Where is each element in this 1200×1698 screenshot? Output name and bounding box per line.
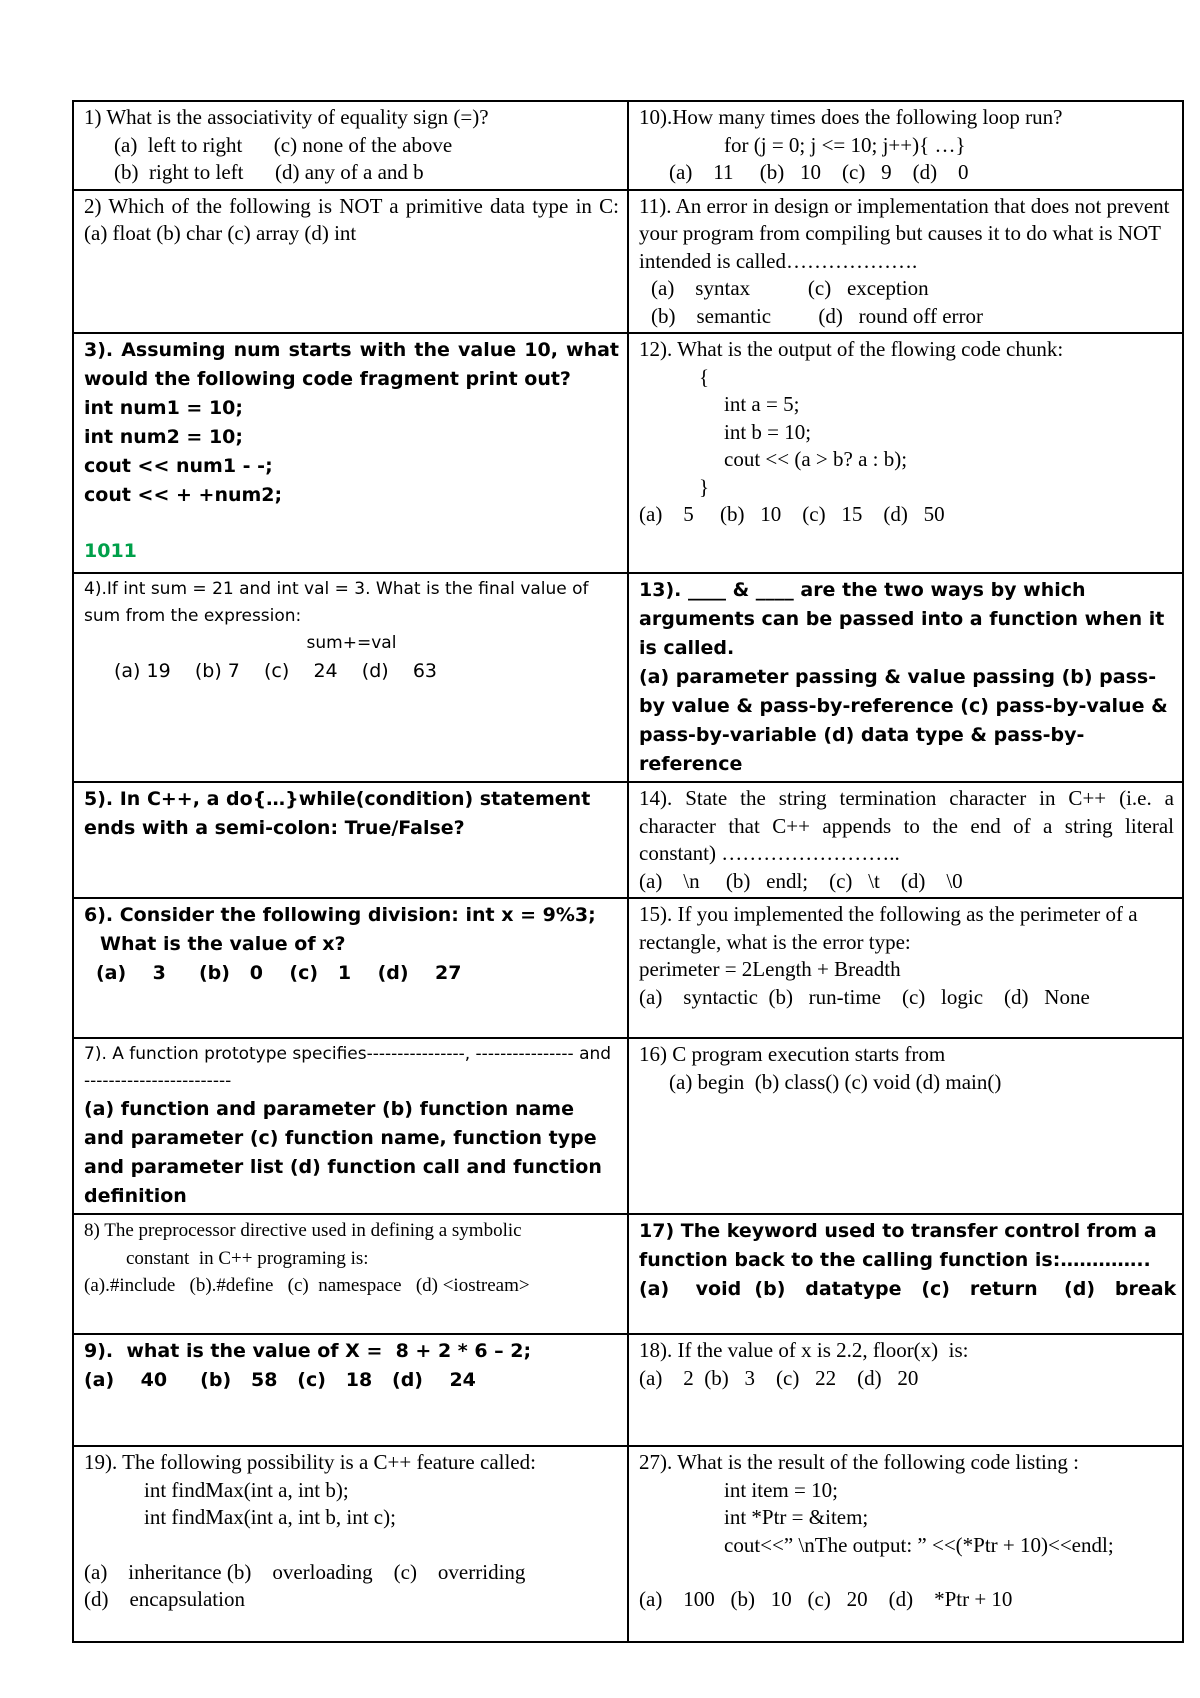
question-12-code-line: int a = 5; bbox=[724, 392, 800, 416]
question-4-text: 4).If int sum = 21 and int val = 3. What is the final value of sum from the expression: bbox=[84, 579, 589, 626]
table-row bbox=[73, 573, 1183, 782]
question-3-text: 3). Assuming num starts with the value 10, what would the following code fragment print out? bbox=[84, 339, 619, 390]
question-13-text: 13). ____ & ____ are the two ways by which arguments can be passed into a function when it is called. bbox=[639, 579, 1165, 659]
question-27-code-line: int item = 10; bbox=[724, 1477, 838, 1502]
question-27-code-line: int *Ptr = &item; bbox=[724, 1505, 869, 1529]
question-16-cell bbox=[628, 1038, 1183, 1214]
question-6-text: 6). Consider the following division: int x = 9%3; bbox=[84, 904, 596, 926]
table-row bbox=[73, 190, 1183, 334]
question-10-text: 10).How many times does the following loop run? bbox=[639, 105, 1063, 129]
question-4-options: (a) 19 (b) 7 (c) 24 (d) 63 bbox=[114, 660, 437, 682]
question-7-options: (a) function and parameter (b) function name and parameter (c) function name, function type and parameter list (d) function call and function definition bbox=[84, 1098, 602, 1207]
question-4-expression: sum+=val bbox=[306, 633, 397, 653]
question-11-options-line1: (a) syntax (c) exception bbox=[651, 276, 929, 300]
question-3-answer: 1011 bbox=[84, 540, 137, 562]
question-27-code-line: cout<<” \nThe output: ” <<(*Ptr + 10)<<endl; bbox=[724, 1532, 1114, 1557]
question-13-options: (a) parameter passing & value passing (b) pass-by value & pass-by-reference (c) pass-by-value & pass-by-variable (d) data type & pass-by-reference bbox=[639, 666, 1168, 775]
question-12-options: (a) 5 (b) 10 (c) 15 (d) 50 bbox=[639, 502, 945, 526]
question-8-cell bbox=[73, 1214, 628, 1334]
question-16-text: 16) C program execution starts from bbox=[639, 1042, 946, 1066]
question-7-cell bbox=[73, 1038, 628, 1214]
question-19-options-line2: (d) encapsulation bbox=[84, 1587, 245, 1611]
table-row bbox=[73, 1446, 1183, 1642]
question-10-cell bbox=[628, 101, 1183, 190]
question-12-cell bbox=[628, 333, 1183, 573]
question-14-cell bbox=[628, 782, 1183, 898]
question-10-options: (a) 11 (b) 10 (c) 9 (d) 0 bbox=[669, 160, 969, 184]
question-12-text: 12). What is the output of the flowing code chunk: bbox=[639, 337, 1064, 361]
question-19-text: 19). The following possibility is a C++ feature called: bbox=[84, 1450, 536, 1474]
table-row bbox=[73, 1038, 1183, 1214]
question-15-cell bbox=[628, 898, 1183, 1038]
table-row bbox=[73, 333, 1183, 573]
question-2-cell bbox=[73, 190, 628, 334]
question-5-cell bbox=[73, 782, 628, 898]
question-13-cell bbox=[628, 573, 1183, 782]
question-2-text: 2) Which of the following is NOT a primitive data type in C: (a) float (b) char (c) array (d) int bbox=[84, 193, 619, 245]
question-19-code-line: int findMax(int a, int b); bbox=[144, 1477, 349, 1502]
question-9-cell bbox=[73, 1334, 628, 1446]
question-19-options-line1: (a) inheritance (b) overloading (c) overriding bbox=[84, 1559, 526, 1584]
question-16-options: (a) begin (b) class() (c) void (d) main() bbox=[669, 1069, 1002, 1094]
question-8-text-line1: 8) The preprocessor directive used in defining a symbolic bbox=[84, 1220, 522, 1241]
question-11-options-line2: (b) semantic (d) round off error bbox=[651, 303, 984, 328]
question-18-options: (a) 2 (b) 3 (c) 22 (d) 20 bbox=[639, 1365, 919, 1390]
question-6-cell bbox=[73, 898, 628, 1038]
question-14-text: 14). State the string termination character in C++ (i.e. a character that C++ appends to the end of a string literal constant) …………………….. bbox=[639, 786, 1174, 865]
table-row bbox=[73, 1334, 1183, 1446]
question-18-text: 18). If the value of x is 2.2, floor(x) is: bbox=[639, 1338, 969, 1362]
question-18-cell bbox=[628, 1334, 1183, 1446]
question-14-options: (a) \n (b) endl; (c) \t (d) \0 bbox=[639, 868, 963, 893]
question-17-cell bbox=[628, 1214, 1183, 1334]
question-1-cell bbox=[73, 101, 628, 190]
question-27-options: (a) 100 (b) 10 (c) 20 (d) *Ptr + 10 bbox=[639, 1587, 1013, 1611]
question-12-code-line: cout << (a > b? a : b); bbox=[724, 447, 908, 471]
question-11-cell bbox=[628, 190, 1183, 334]
table-row bbox=[73, 898, 1183, 1038]
quiz-table bbox=[72, 100, 1184, 1643]
question-9-options: (a) 40 (b) 58 (c) 18 (d) 24 bbox=[84, 1369, 476, 1391]
question-19-code-line: int findMax(int a, int b, int c); bbox=[144, 1505, 396, 1529]
question-27-cell bbox=[628, 1446, 1183, 1642]
question-10-code: for (j = 0; j <= 10; j++){ …} bbox=[724, 132, 966, 157]
question-19-cell bbox=[73, 1446, 628, 1642]
question-5-text: 5). In C++, a do{…}while(condition) statement ends with a semi-colon: True/False? bbox=[84, 788, 591, 839]
question-6-subquestion: What is the value of x? bbox=[100, 933, 346, 955]
question-3-code-line: cout << + +num2; bbox=[84, 484, 283, 506]
question-27-text: 27). What is the result of the following code listing : bbox=[639, 1450, 1079, 1474]
table-row bbox=[73, 782, 1183, 898]
question-6-options: (a) 3 (b) 0 (c) 1 (d) 27 bbox=[96, 962, 462, 984]
question-8-options: (a).#include (b).#define (c) namespace (d) <iostream> bbox=[84, 1275, 530, 1296]
question-12-code-line: { bbox=[699, 364, 710, 389]
question-3-code-line: int num1 = 10; bbox=[84, 397, 243, 419]
question-1-options-line1: (a) left to right (c) none of the above bbox=[114, 132, 453, 157]
question-1-text: 1) What is the associativity of equality sign (=)? bbox=[84, 105, 489, 129]
table-row bbox=[73, 1214, 1183, 1334]
question-17-text: 17) The keyword used to transfer control from a function back to the calling function is:………….. bbox=[639, 1220, 1157, 1271]
question-7-text: 7). A function prototype specifies----------------, ---------------- and ------------------------ bbox=[84, 1044, 612, 1091]
table-row bbox=[73, 101, 1183, 190]
question-11-text: 11). An error in design or implementation that does not prevent your program from compiling but causes it to do what is NOT intended is called………………. bbox=[639, 193, 1170, 273]
question-12-code-line: } bbox=[699, 474, 710, 499]
question-15-options: (a) syntactic (b) run-time (c) logic (d) None bbox=[639, 984, 1090, 1009]
question-9-text: 9). what is the value of X = 8 + 2 * 6 – 2; bbox=[84, 1340, 532, 1362]
question-12-code-line: int b = 10; bbox=[724, 419, 812, 444]
question-3-code-line: int num2 = 10; bbox=[84, 426, 243, 448]
question-15-formula: perimeter = 2Length + Breadth bbox=[639, 957, 901, 981]
question-15-text: 15). If you implemented the following as the perimeter of a rectangle, what is the error type: bbox=[639, 902, 1138, 954]
question-17-options: (a) void (b) datatype (c) return (d) break bbox=[639, 1278, 1177, 1300]
question-4-cell bbox=[73, 573, 628, 782]
question-3-code-line: cout << num1 - -; bbox=[84, 455, 273, 477]
question-1-options-line2: (b) right to left (d) any of a and b bbox=[114, 160, 424, 184]
question-8-text-line2: constant in C++ programing is: bbox=[126, 1247, 369, 1269]
question-3-cell bbox=[73, 333, 628, 573]
